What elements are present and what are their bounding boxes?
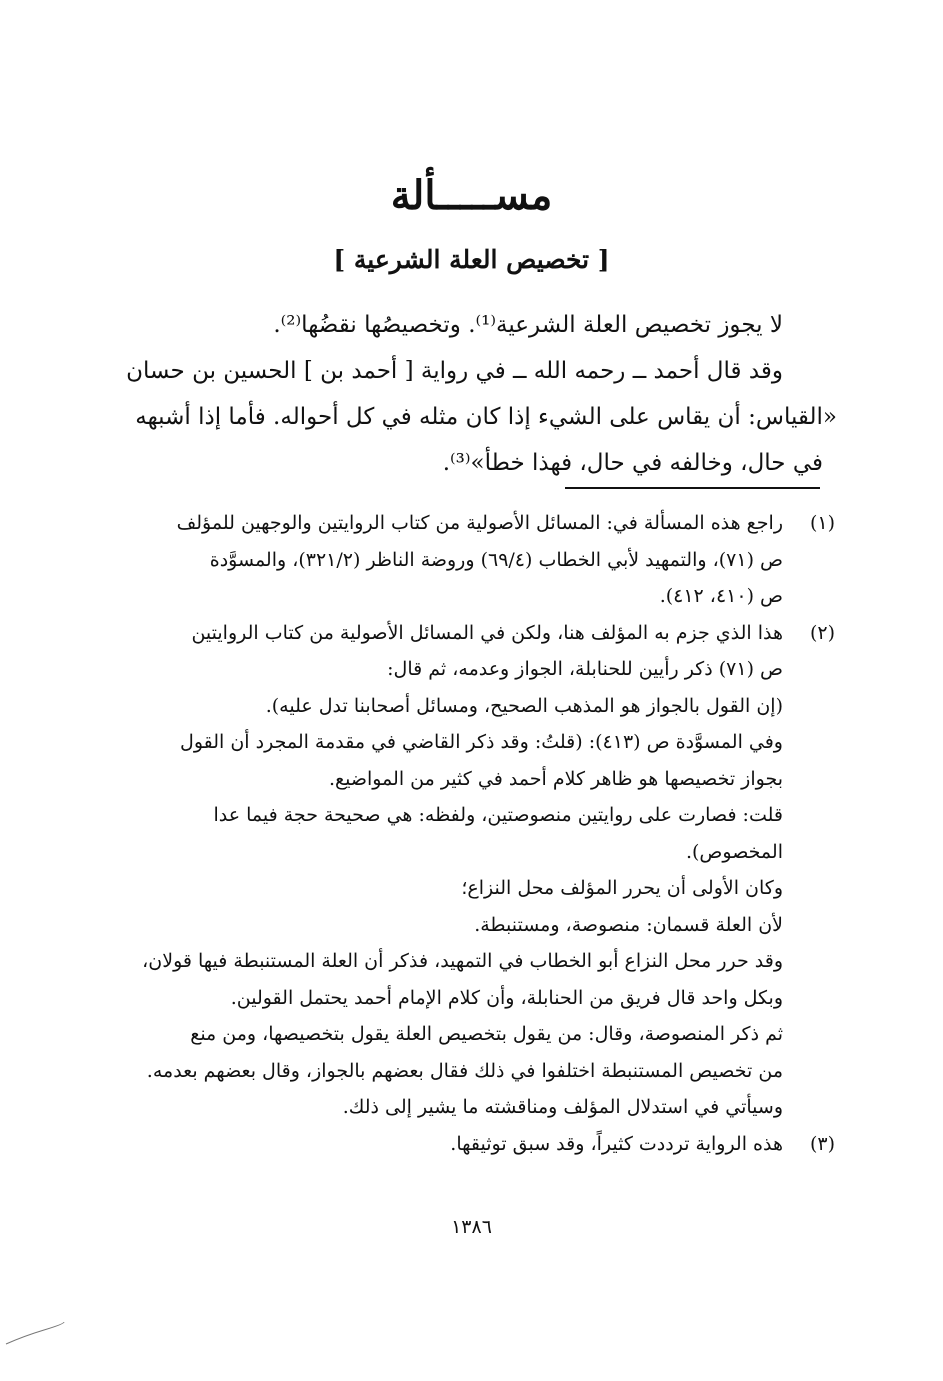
footnote-line: ص (٧١) ذكر رأيين للحنابلة، الجواز وعدمه، ثم قال: (387, 658, 783, 680)
footnote-line: من تخصيص المستنبطة اختلفوا في ذلك فقال بعضهم بالجواز، وقال بعضهم بعدمه. (146, 1059, 783, 1082)
footnote-2 (125, 615, 835, 1126)
issue-heading: مســـــألة (390, 172, 553, 219)
footnote-number: (٢) (809, 621, 835, 644)
section-subtitle: [ تخصيص العلة الشرعية ] (333, 245, 610, 274)
footnote-line: وقد حرر محل النزاع أبو الخطاب في التمهيد، فذكر أن العلة المستنبطة فيها قولان، (142, 950, 783, 972)
footnote-line: راجع هذه المسألة في: المسائل الأصولية من كتاب الروايتين والوجهين للمؤلف (176, 512, 783, 534)
footnote-line: لأن العلة قسمان: منصوصة، ومستنبطة. (474, 913, 783, 936)
body-line: لا يجوز تخصيص العلة الشرعية⁽¹⁾. وتخصيصُها نقضُها⁽²⁾. (273, 312, 783, 338)
footnote-line: (إن القول بالجواز هو المذهب الصحيح، ومسائل أصحابنا تدل عليه). (265, 694, 783, 717)
footnote-line: قلت: فصارت على روايتين منصوصتين، ولفظه: هي صحيحة حجة فيما عدا (213, 804, 783, 826)
footnote-line: وبكل واحد قال فريق من الحنابلة، وأن كلام الإمام أحمد يحتمل القولين. (230, 986, 783, 1009)
footnote-1 (125, 505, 835, 615)
footnote-line: المخصوص). (685, 840, 783, 863)
footnote-line: وكان الأولى أن يحرر المؤلف محل النزاع؛ (461, 877, 783, 899)
footnote-line: وفي المسوَّدة ص (٤١٣): (قلتُ: وقد ذكر القاضي في مقدمة المجرد أن القول (180, 731, 783, 753)
footnote-3 (125, 1126, 835, 1163)
scan-artifact-mark (4, 1318, 66, 1348)
footnote-separator (565, 487, 820, 489)
body-line: وقد قال أحمد ــ رحمه الله ــ في رواية [ أحمد بن ] الحسين بن حسان (126, 358, 783, 384)
footnote-line: ص (٧١)، والتمهيد لأبي الخطاب (٦٩/٤) وروضة الناظر (٣٢١/٢)، والمسوَّدة (209, 548, 783, 571)
footnote-line: ص (٤١٠، ٤١٢). (659, 585, 783, 607)
footnote-line: وسيأتي في استدلال المؤلف ومناقشته ما يشير إلى ذلك. (342, 1096, 783, 1118)
footnote-line: بجواز تخصيصها هو ظاهر كلام أحمد في كثير من المواضيع. (328, 767, 783, 790)
footnote-number: (١) (809, 512, 835, 534)
footnote-line: ثم ذكر المنصوصة، وقال: من يقول بتخصيص العلة يقول بتخصيصها، ومن منع (190, 1023, 783, 1045)
body-line: في حال، وخالفه في حال، فهذا خطأ»⁽³⁾. (442, 450, 823, 476)
footnote-line: هذه الرواية ترددت كثيراً، وقد سبق توثيقها. (450, 1132, 783, 1155)
page-number: ١٣٨٦ (451, 1216, 492, 1238)
footnote-line: هذا الذي جزم به المؤلف هنا، ولكن في المسائل الأصولية من كتاب الروايتين (191, 621, 783, 644)
footnotes (125, 505, 835, 1162)
body-line: «القياس: أن يقاس على الشيء إذا كان مثله في كل أحواله. فأما إذا أشبهه (135, 404, 837, 430)
footnote-number: (٣) (809, 1132, 835, 1155)
